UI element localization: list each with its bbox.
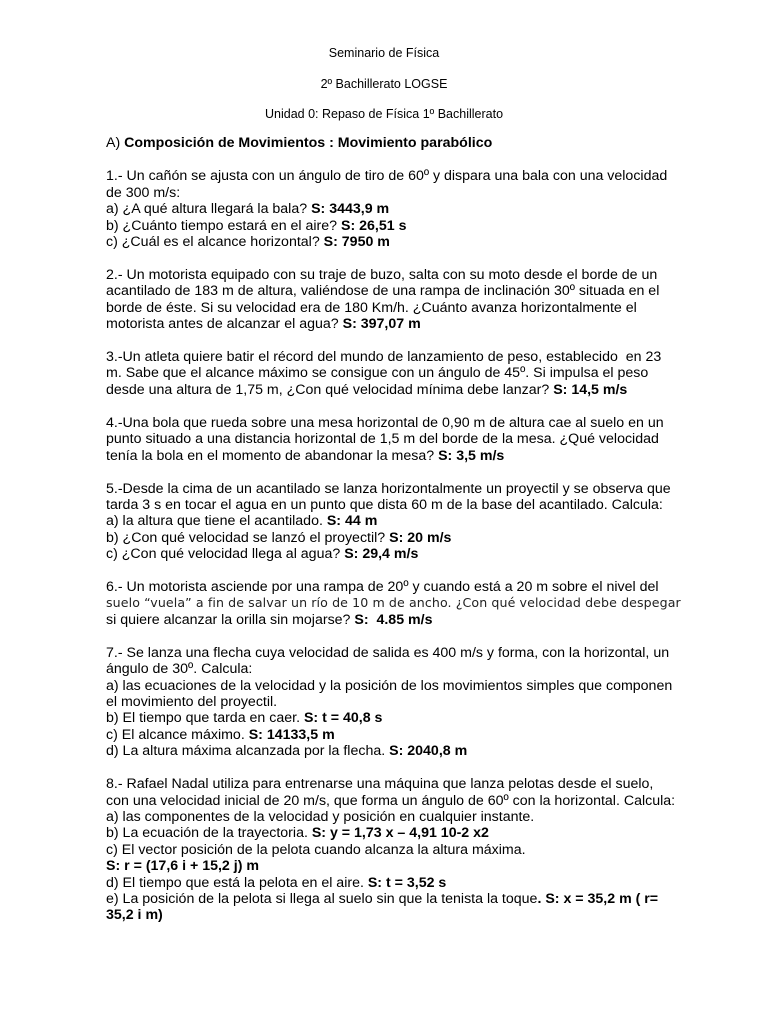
solution-text: S: 29,4 m/s xyxy=(344,546,419,563)
problem-text: punto situado a una distancia horizontal de 1,5 m del borde de la mesa. ¿Qué velocidad xyxy=(106,431,659,448)
problem-line xyxy=(106,365,666,381)
problem-5 xyxy=(106,480,671,563)
problem-1 xyxy=(106,168,666,250)
problem-line xyxy=(106,710,666,726)
problem-text: b) ¿Cuánto tiempo estará en el aire? xyxy=(106,217,342,234)
problem-text: suelo “vuela” a fin de salvar un río de 10 m de ancho. ¿Con qué velocidad debe despegar xyxy=(106,595,681,611)
problem-text: ángulo de 30º. Calcula: xyxy=(106,661,253,678)
problem-text: d) El tiempo que está la pelota en el aire. xyxy=(106,874,368,891)
problem-text: c) ¿Cuál es el alcance horizontal? xyxy=(106,234,324,251)
problem-text: b) La ecuación de la trayectoria. xyxy=(106,825,312,842)
problem-line xyxy=(106,415,666,431)
solution-text: S: 397,07 m xyxy=(342,316,421,333)
solution-text: S: 3443,9 m xyxy=(311,201,390,218)
problem-text: c) El alcance máximo. xyxy=(106,726,249,743)
solution-text: S: 2040,8 m xyxy=(389,743,468,760)
problem-line xyxy=(106,825,666,841)
problem-text: a) las ecuaciones de la velocidad y la posición de los movimientos simples que componen xyxy=(106,677,673,694)
header-unit: Unidad 0: Repaso de Física 1º Bachillerato xyxy=(264,107,504,121)
solution-text: S: 14,5 m/s xyxy=(553,381,628,398)
solution-text: S: 4.85 m/s xyxy=(354,611,433,628)
section-heading xyxy=(106,135,666,151)
problem-8 xyxy=(106,776,676,924)
problem-line xyxy=(106,875,666,891)
problem-line xyxy=(106,677,673,694)
problem-text: tarda 3 s en tocar el agua en un punto que dista 60 m de la base del acantilado. Calcula: xyxy=(106,496,663,513)
problem-line xyxy=(106,234,666,250)
problem-line xyxy=(106,727,666,743)
problem-text: b) ¿Con qué velocidad se lanzó el proyectil? xyxy=(106,529,390,546)
problem-line xyxy=(106,431,666,447)
problem-line xyxy=(106,218,666,234)
solution-text: 35,2 i m) xyxy=(106,907,163,924)
problem-line xyxy=(106,300,666,316)
solution-text: S: 20 m/s xyxy=(389,529,452,546)
problem-4 xyxy=(106,415,666,464)
problem-line xyxy=(106,283,666,299)
problem-line xyxy=(106,907,666,923)
problem-text: 3.-Un atleta quiere batir el récord del mundo de lanzamiento de peso, establecido en 23 xyxy=(106,349,662,366)
problem-line xyxy=(106,382,666,398)
header-seminar: Seminario de Física xyxy=(328,46,440,60)
problem-text: a) ¿A qué altura llegará la bala? xyxy=(106,201,312,218)
problem-text: el movimiento del proyectil. xyxy=(106,693,278,710)
problem-line xyxy=(106,842,666,858)
problem-text: c) El vector posición de la pelota cuando alcanza la altura máxima. xyxy=(106,841,526,858)
problem-line xyxy=(106,530,666,546)
problem-line xyxy=(106,579,666,595)
problem-line xyxy=(106,858,666,874)
problem-text: a) las componentes de la velocidad y posición en cualquier instante. xyxy=(106,808,535,825)
solution-text: S: 44 m xyxy=(326,513,378,530)
problem-text: e) La posición de la pelota si llega al suelo sin que la tenista la toque xyxy=(106,890,538,907)
problem-text: 2.- Un motorista equipado con su traje de buzo, salta con su moto desde el borde de un xyxy=(106,266,658,283)
problem-line xyxy=(106,644,670,661)
problem-6 xyxy=(106,579,681,628)
problem-line xyxy=(106,201,666,217)
solution-text: S: y = 1,73 x – 4,91 10-2 x2 xyxy=(311,825,489,842)
problem-text: c) ¿Con qué velocidad llega al agua? xyxy=(106,546,345,563)
problem-line xyxy=(106,480,671,497)
problem-line xyxy=(106,595,681,611)
problem-line xyxy=(106,694,666,710)
problem-text: d) La altura máxima alcanzada por la flecha. xyxy=(106,743,390,760)
header-course: 2º Bachillerato LOGSE xyxy=(320,77,448,91)
problem-text: con una velocidad inicial de 20 m/s, que forma un ángulo de 60º con la horizontal. Calcula: xyxy=(106,792,676,809)
problem-text: 5.-Desde la cima de un acantilado se lanza horizontalmente un proyectil y se observa que xyxy=(106,480,671,497)
problem-text: borde de éste. Si su velocidad era de 180 Km/h. ¿Cuánto avanza horizontalmente el xyxy=(106,299,637,316)
problem-text: a) la altura que tiene el acantilado. xyxy=(106,513,327,530)
problem-text: de 300 m/s: xyxy=(106,184,181,201)
problem-3 xyxy=(106,349,666,398)
problem-line xyxy=(106,546,666,562)
problem-line xyxy=(106,809,666,825)
problem-7 xyxy=(106,644,673,760)
solution-text: . S: x = 35,2 m ( r= xyxy=(537,890,659,907)
problem-2 xyxy=(106,267,666,333)
problem-line xyxy=(106,349,666,365)
problem-text: acantilado de 183 m de altura, valiéndose de una rampa de inclinación 30º situada en el xyxy=(106,283,660,300)
problem-line xyxy=(106,316,666,332)
problem-line xyxy=(106,448,666,464)
problem-line xyxy=(106,497,666,513)
problem-text: 8.- Rafael Nadal utiliza para entrenarse una máquina que lanza pelotas desde el suelo, xyxy=(106,776,654,793)
problem-text: 4.-Una bola que rueda sobre una mesa horizontal de 0,90 m de altura cae al suelo en un xyxy=(106,414,664,431)
problem-line xyxy=(106,792,676,809)
section-prefix: A) xyxy=(106,135,125,151)
problem-line xyxy=(106,612,666,628)
problem-text: b) El tiempo que tarda en caer. xyxy=(106,710,304,727)
problem-line xyxy=(106,168,666,184)
problem-text: desde una altura de 1,75 m, ¿Con qué velocidad mínima debe lanzar? xyxy=(106,381,554,398)
problem-text: si quiere alcanzar la orilla sin mojarse? xyxy=(106,611,355,628)
problem-line xyxy=(106,513,666,529)
problem-line xyxy=(106,743,666,759)
problem-text: tenía la bola en el momento de abandonar la mesa? xyxy=(106,447,439,464)
problem-list xyxy=(106,168,681,924)
problem-text: motorista antes de alcanzar el agua? xyxy=(106,316,343,333)
solution-text: S: t = 3,52 s xyxy=(367,874,447,891)
problem-line xyxy=(106,185,666,201)
section-title: Composición de Movimientos : Movimiento parabólico xyxy=(124,135,493,151)
solution-text: S: r = (17,6 i + 15,2 j) m xyxy=(106,858,259,875)
problem-line xyxy=(106,267,666,283)
solution-text: S: 7950 m xyxy=(323,234,390,251)
solution-text: S: 26,51 s xyxy=(341,217,407,234)
solution-text: S: 14133,5 m xyxy=(248,726,335,743)
solution-text: S: 3,5 m/s xyxy=(438,447,505,464)
problem-text: m. Sabe que el alcance máximo se consigue con un ángulo de 45º. Si impulsa el peso xyxy=(106,365,649,382)
problem-line xyxy=(106,776,666,792)
problem-text: 7.- Se lanza una flecha cuya velocidad de salida es 400 m/s y forma, con la horizontal, un xyxy=(106,644,670,661)
problem-line xyxy=(106,661,666,677)
problem-text: 6.- Un motorista asciende por una rampa de 20º y cuando está a 20 m sobre el nivel del xyxy=(106,579,659,596)
document-body xyxy=(106,135,681,940)
problem-line xyxy=(106,891,666,907)
solution-text: S: t = 40,8 s xyxy=(303,710,383,727)
problem-text: 1.- Un cañón se ajusta con un ángulo de tiro de 60º y dispara una bala con una velocidad xyxy=(106,168,668,185)
